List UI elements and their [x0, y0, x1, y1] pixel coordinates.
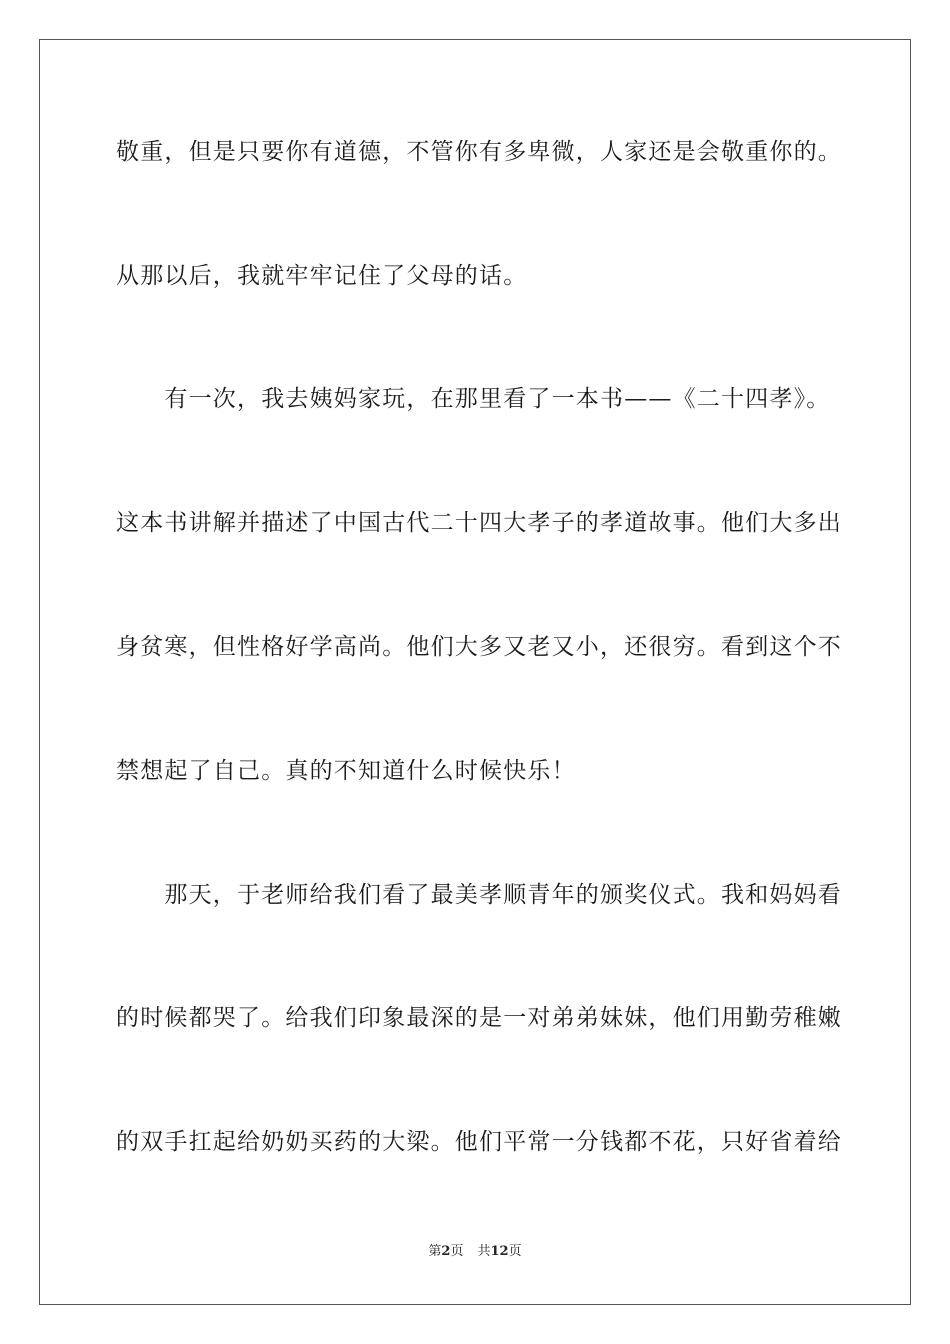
body-line-8: 的时候都哭了。给我们印象最深的是一对弟弟妹妹，他们用勤劳稚嫩 — [116, 1005, 842, 1031]
footer-page-suffix: 页 — [450, 1244, 464, 1259]
footer-total-pages: 12 — [490, 1244, 509, 1259]
footer-total-suffix: 页 — [508, 1244, 522, 1259]
page-footer — [0, 1244, 950, 1260]
body-line-4: 这本书讲解并描述了中国古代二十四大孝子的孝道故事。他们大多出 — [116, 510, 842, 536]
footer-page-number: 2 — [441, 1244, 451, 1259]
footer-total-prefix: 共 — [477, 1244, 491, 1259]
body-line-2: 从那以后，我就牢牢记住了父母的话。 — [116, 263, 528, 289]
body-line-3: 有一次，我去姨妈家玩，在那里看了一本书——《二十四孝》。 — [116, 386, 831, 412]
body-line-6: 禁想起了自己。真的不知道什么时候快乐！ — [116, 758, 576, 784]
body-line-1: 敬重，但是只要你有道德，不管你有多卑微，人家还是会敬重你的。 — [116, 139, 842, 165]
body-line-7: 那天，于老师给我们看了最美孝顺青年的颁奖仪式。我和妈妈看 — [116, 882, 842, 908]
footer-page-prefix: 第 — [428, 1244, 442, 1259]
body-line-5: 身贫寒，但性格好学高尚。他们大多又老又小，还很穷。看到这个不 — [116, 634, 842, 660]
body-line-9: 的双手扛起给奶奶买药的大梁。他们平常一分钱都不花，只好省着给 — [116, 1129, 842, 1155]
page-border — [39, 39, 911, 1305]
